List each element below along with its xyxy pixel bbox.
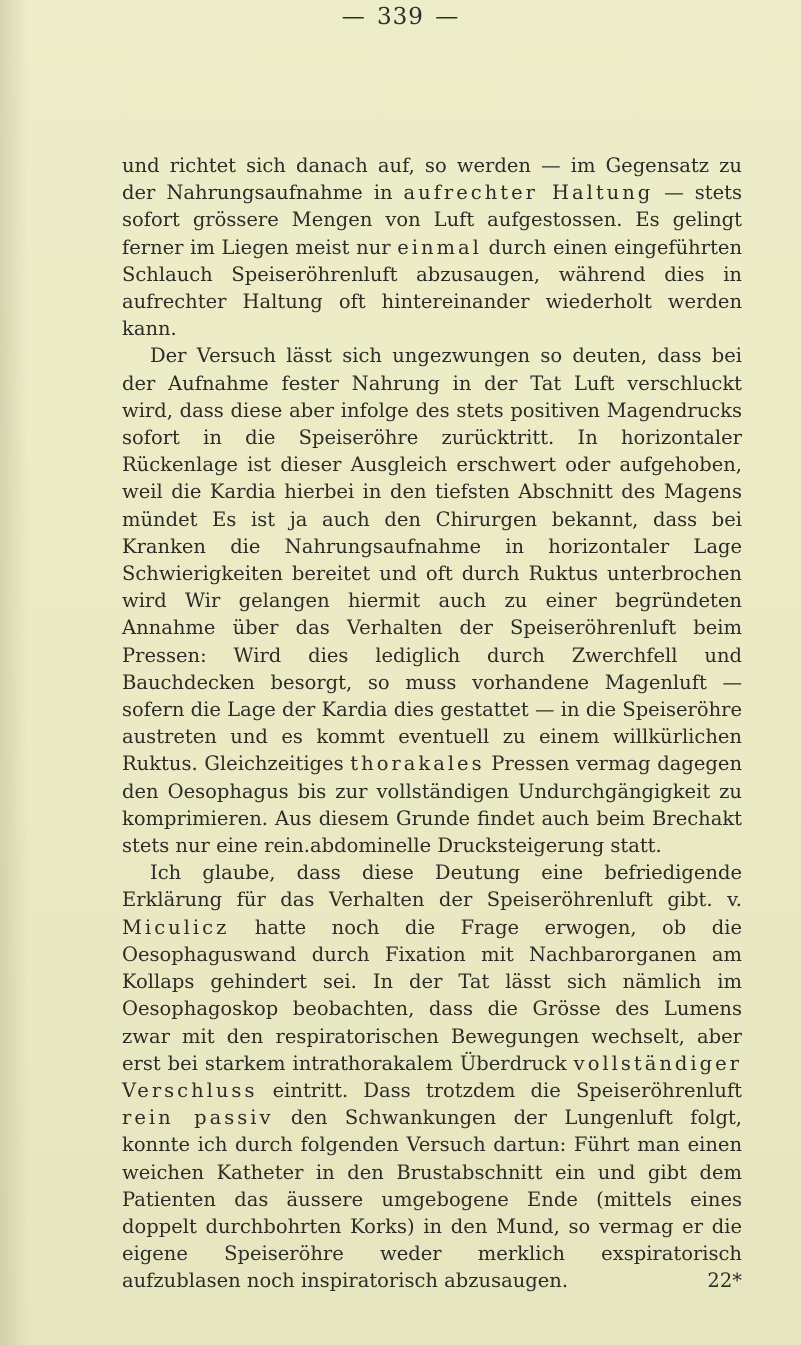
paragraph-2: Der Versuch lässt sich ungezwungen so deuten, dass bei der Aufnahme fester Nahrung in der Tat Luft verschluckt wird, dass diese aber infolge des stets positiven Magendrucks sofort in die Speiseröhre zurücktritt. In horizontaler Rückenlage ist dieser Ausgleich erschwert oder aufgehoben, weil die Kardia hierbei in den tiefsten Abschnitt des Magens mündet Es ist ja auch den Chirurgen bekannt, dass bei Kranken die Nahrungsaufnahme in horizontaler Lage Schwierigkeiten bereitet und oft durch Ruktus unterbrochen wird Wir gelangen hiermit auch zu einer begründeten Annahme über das Verhalten der Speiseröhrenluft beim Pressen: Wird dies lediglich durch Zwerchfell und Bauchdecken besorgt, so muss vorhandene Magenluft — sofern die Lage der Kardia dies gestattet — in die Speiseröhre austreten und es kommt eventuell zu einem willkürlichen Ruktus. Gleichzeitiges thorakales Pressen vermag dagegen den Oesophagus bis zur vollständigen Undurchgängigkeit zu komprimieren. Aus diesem Grunde findet auch beim Brechakt stets nur eine rein.abdominelle Drucksteigerung statt. — [122, 344, 742, 858]
emphasis-spaced: Miculicz — [122, 915, 230, 939]
emphasis-spaced: thorakales — [350, 752, 485, 776]
paragraph-1: und richtet sich danach auf, so werden — im Gegensatz zu der Nahrungsaufnahme in aufrechter Haltung — stets sofort grössere Mengen von Luft aufgestossen. Es gelingt ferner im Liegen meist nur einmal durch einen eingeführten Schlauch Speiseröhrenluft abzusaugen, während dies in aufrechter Haltung oft hintereinander wiederholt werden kann. — [122, 154, 743, 341]
page-gutter-shadow — [0, 0, 28, 1345]
page-number: — 339 — — [341, 4, 460, 30]
paragraph-3: Ich glaube, dass diese Deutung eine befriedigende Erklärung für das Verhalten der Speiseröhrenluft gibt. v. Miculicz hatte noch die Frage erwogen, ob die Oesophaguswand durch Fixation mit Nachbarorganen am Kollaps gehindert sei. In der Tat lässt sich nämlich im Oesophagoskop beobachten, dass die Grösse des Lumens zwar mit den respiratorischen Bewegungen wechselt, aber erst bei starkem intrathorakalem Überdruck vollständiger Verschluss eintritt. Dass trotzdem die Speiseröhrenluft rein passiv den Schwankungen der Lungenluft folgt, konnte ich durch folgenden Versuch dartun: Führt man einen weichen Katheter in den Brustabschnitt ein und gibt dem Patienten das äussere umgebogene Ende (mittels eines doppelt durchbohrten Korks) in den Mund, so vermag er die eigene Speiseröhre weder merklich exspiratorisch aufzublasen noch inspiratorisch abzusaugen. 22* — [122, 859, 742, 1294]
emphasis-spaced: einmal — [397, 235, 482, 259]
body-text — [122, 152, 742, 1295]
emphasis-spaced: vollständiger Verschluss — [122, 1051, 742, 1102]
signature-mark: 22* — [707, 1269, 742, 1293]
emphasis-spaced: rein passiv — [122, 1106, 274, 1130]
emphasis-spaced: aufrechter Haltung — [403, 181, 654, 205]
